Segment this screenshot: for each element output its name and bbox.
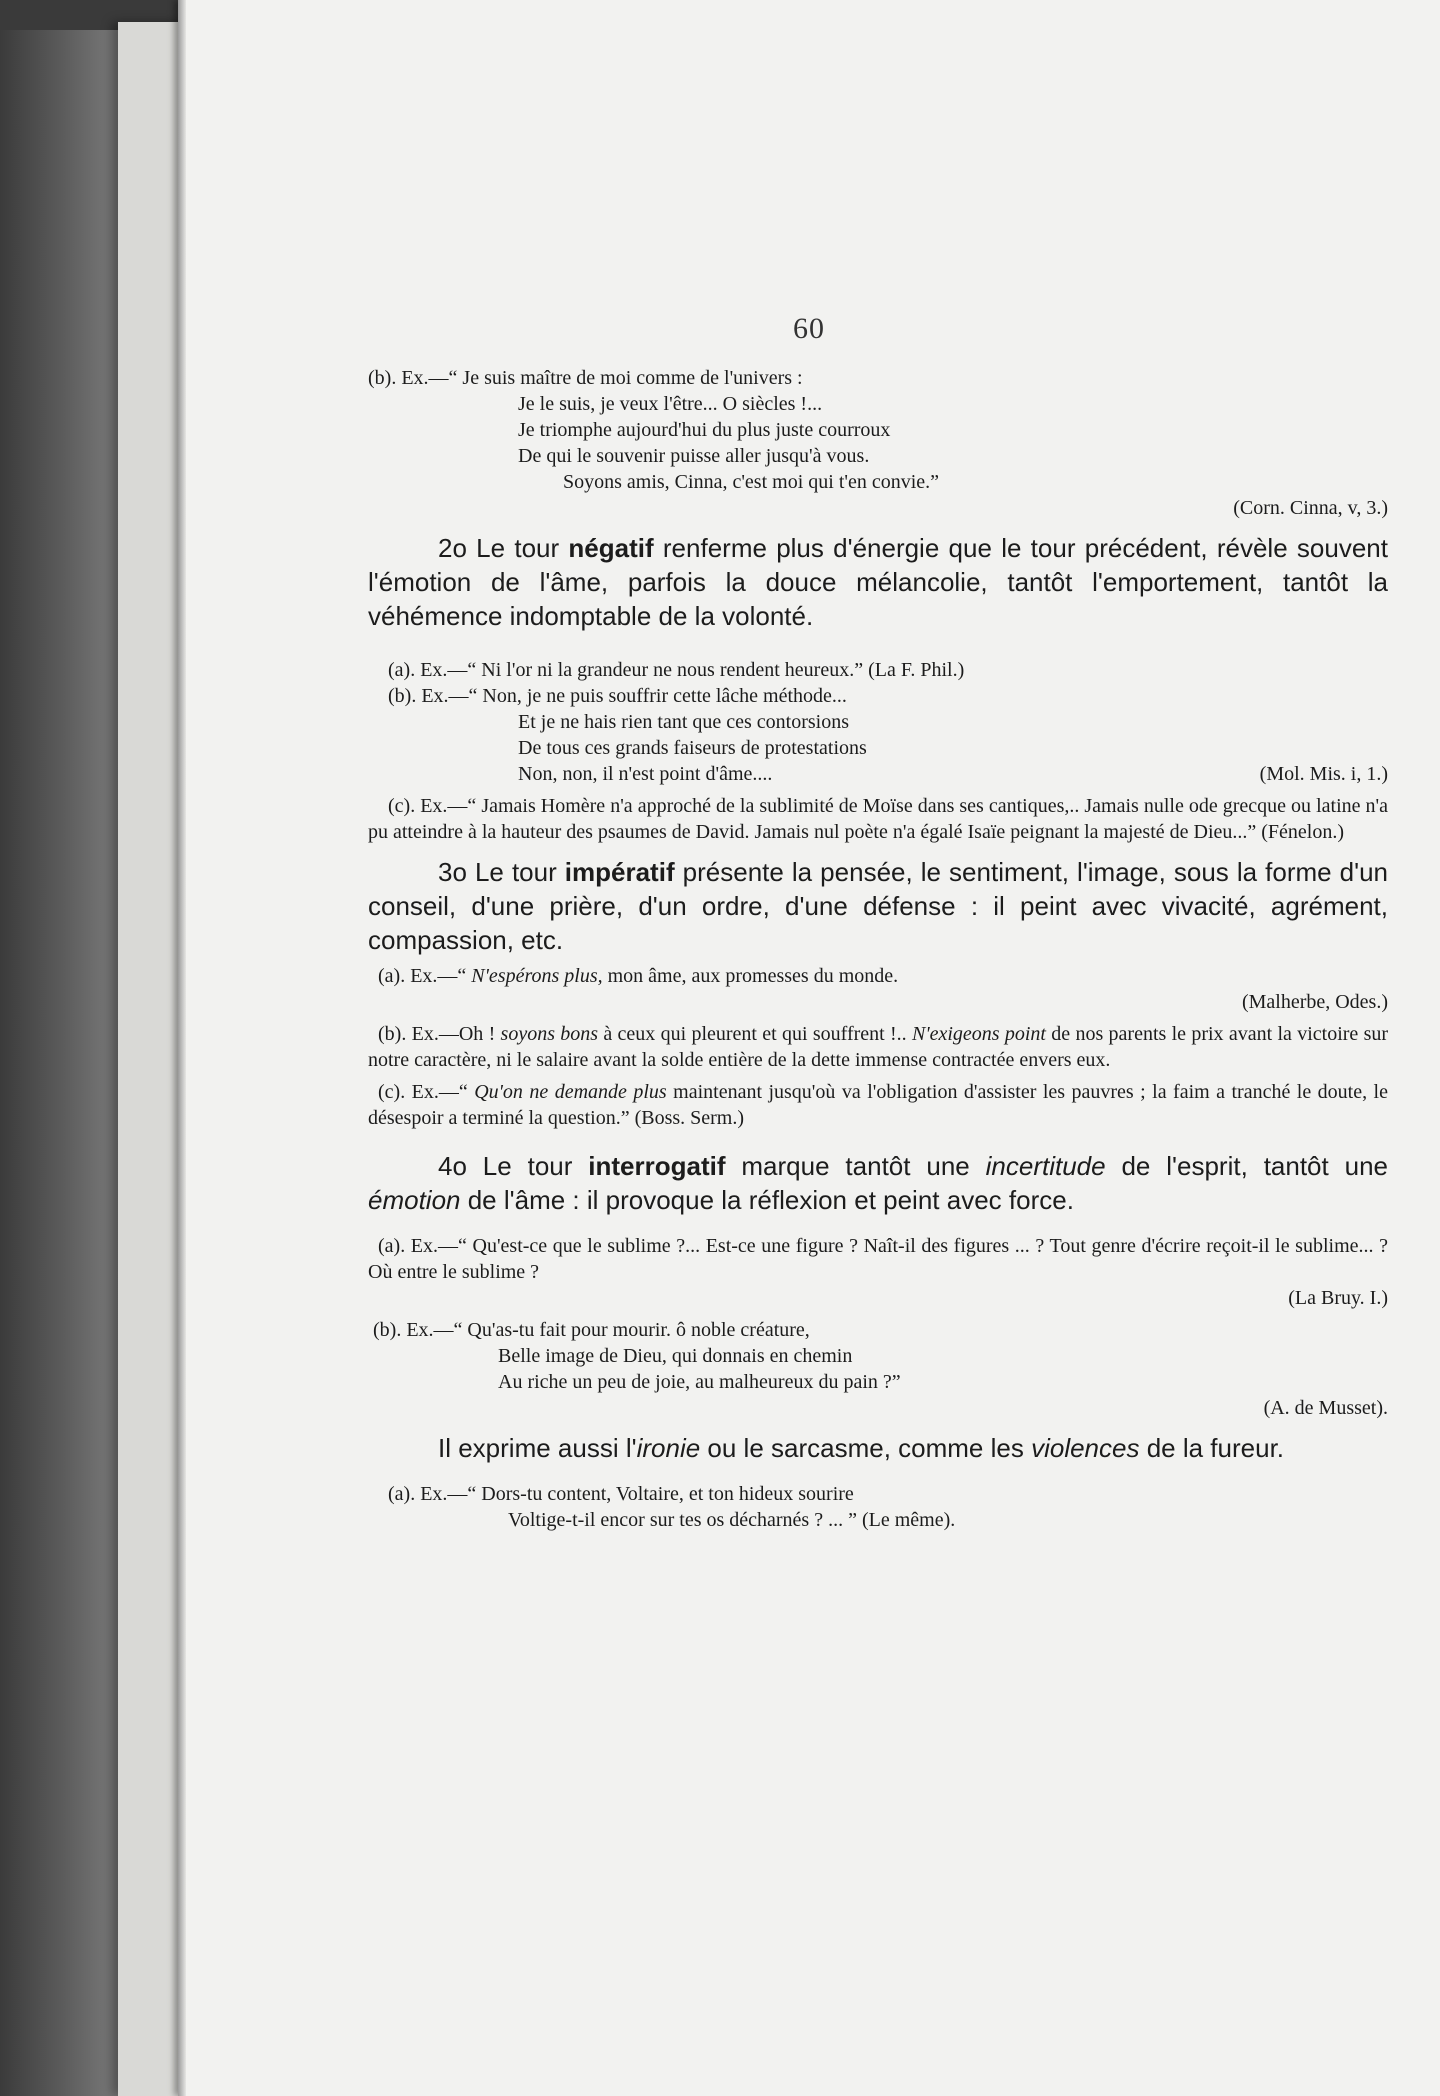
section-lead: 3o Le tour bbox=[438, 857, 565, 887]
section-text: présente la pensée, le sentiment, l'image, sous la forme d'un conseil, d'une prière, d'un ordre, d'une défense : il peint avec vivacité, agrément, compassion, etc. bbox=[368, 857, 1388, 955]
example-label: (c). Ex.—“ bbox=[378, 1081, 475, 1103]
verse-line: Non, non, il n'est point d'âme.... bbox=[518, 763, 773, 785]
section-keyword: négatif bbox=[568, 533, 654, 563]
section-ironie bbox=[368, 1431, 1388, 1465]
section-lead: 2o Le tour bbox=[438, 533, 569, 563]
page-number: 60 bbox=[793, 312, 825, 345]
attribution: (La Bruy. I.) bbox=[1288, 1287, 1388, 1309]
example-text: maintenant jusqu'où va l'obligation d'assister les pauvres ; la faim a tranché le doute, le désespoir a terminé la question.” (Boss. Serm.) bbox=[368, 1081, 1388, 1129]
verse-line: De tous ces grands faiseurs de protestations bbox=[518, 737, 867, 759]
example-text: de nos parents le prix avant la victoire sur notre caractère, ni le salaire avant la solde entière de la dette immense contractée envers eux. bbox=[368, 1023, 1389, 1071]
example-label: (a). Ex.—“ bbox=[378, 965, 472, 987]
emphasis: N'espérons plus, bbox=[471, 965, 603, 987]
attribution: (Malherbe, Odes.) bbox=[1241, 991, 1388, 1013]
section-text: de l'âme : il provoque la réflexion et peint avec force. bbox=[460, 1185, 1074, 1215]
verse-with-attribution bbox=[368, 761, 1388, 787]
page-edge-shadow bbox=[178, 0, 186, 2096]
verse-line: Je triomphe aujourd'hui du plus juste courroux bbox=[518, 419, 891, 441]
example-b-label: (b). Ex.—“ Qu'as-tu fait pour mourir. ô noble créature, bbox=[373, 1319, 810, 1341]
example-a bbox=[368, 963, 1388, 989]
emphasis: violences bbox=[1031, 1433, 1140, 1463]
emphasis: émotion bbox=[368, 1185, 461, 1215]
section-keyword: impératif bbox=[564, 857, 675, 887]
example-a-label: (a). Ex.—“ Dors-tu content, Voltaire, et ton hideux sourire bbox=[388, 1483, 854, 1505]
verse-line: Belle image de Dieu, qui donnais en chemin bbox=[498, 1345, 853, 1367]
section-negatif bbox=[368, 531, 1388, 633]
verse-line: Et je ne hais rien tant que ces contorsions bbox=[518, 711, 850, 733]
example-a: (a). Ex.—“ Ni l'or ni la grandeur ne nous rendent heureux.” (La F. Phil.) bbox=[388, 659, 965, 681]
verse-line: Voltige-t-il encor sur tes os décharnés ? ... ” (Le même). bbox=[508, 1509, 956, 1531]
attribution: (A. de Musset). bbox=[1263, 1397, 1388, 1419]
verse-line: Soyons amis, Cinna, c'est moi qui t'en convie.” bbox=[563, 471, 940, 493]
emphasis: ironie bbox=[636, 1433, 701, 1463]
attribution: (Mol. Mis. i, 1.) bbox=[1259, 763, 1388, 785]
verse-line: De qui le souvenir puisse aller jusqu'à vous. bbox=[518, 445, 870, 467]
section-text: renferme plus d'énergie que le tour précédent, révèle souvent l'émotion de l'âme, parfois la douce mélancolie, tantôt l'emportement, tantôt la véhémence indomptable de la volonté. bbox=[368, 533, 1388, 631]
verse-line: Au riche un peu de joie, au malheureux du pain ?” bbox=[498, 1371, 901, 1393]
example-c bbox=[368, 1079, 1388, 1131]
example-text: mon âme, aux promesses du monde. bbox=[602, 965, 899, 987]
section-interrogatif bbox=[368, 1149, 1388, 1217]
example-c: (c). Ex.—“ Jamais Homère n'a approché de la sublimité de Moïse dans ses cantiques,.. Jamais nulle ode grecque ou latine n'a pu atteindre à la hauteur des psaumes de David. Jamais nul poète n'a égalé Isaïe peignant la majesté de Dieu...” (Fénelon.) bbox=[368, 795, 1388, 843]
example-text: à ceux qui pleurent et qui souffrent !.. bbox=[598, 1023, 912, 1045]
section-imperatif bbox=[368, 855, 1388, 957]
emphasis: Qu'on ne demande plus bbox=[474, 1081, 667, 1103]
example-b-label: (b). Ex.—“ Je suis maître de moi comme de l'univers : bbox=[368, 367, 803, 389]
attribution: (Corn. Cinna, v, 3.) bbox=[1233, 497, 1388, 519]
section-lead: 4o Le tour bbox=[438, 1151, 589, 1181]
book-page bbox=[178, 0, 1440, 2096]
section-text: de la fureur. bbox=[1139, 1433, 1285, 1463]
emphasis: soyons bons bbox=[500, 1023, 599, 1045]
example-b-label: (b). Ex.—“ Non, je ne puis souffrir cette lâche méthode... bbox=[388, 685, 847, 707]
example-label: (b). Ex.—Oh ! bbox=[378, 1023, 501, 1045]
verse-line: Je le suis, je veux l'être... O siècles !... bbox=[518, 393, 823, 415]
section-keyword: interrogatif bbox=[588, 1151, 726, 1181]
section-text: ou le sarcasme, comme les bbox=[700, 1433, 1032, 1463]
section-text: marque tantôt une bbox=[725, 1151, 986, 1181]
example-b bbox=[368, 1021, 1388, 1073]
emphasis: incertitude bbox=[985, 1151, 1106, 1181]
page-body bbox=[368, 365, 1388, 1533]
section-text: de l'esprit, tantôt une bbox=[1105, 1151, 1389, 1181]
emphasis: N'exigeons point bbox=[911, 1023, 1046, 1045]
section-text: Il exprime aussi l' bbox=[438, 1433, 637, 1463]
example-a: (a). Ex.—“ Qu'est-ce que le sublime ?... Est-ce une figure ? Naît-il des figures ... ? Tout genre d'écrire reçoit-il le sublime... ? Où entre le sublime ? bbox=[368, 1235, 1388, 1283]
